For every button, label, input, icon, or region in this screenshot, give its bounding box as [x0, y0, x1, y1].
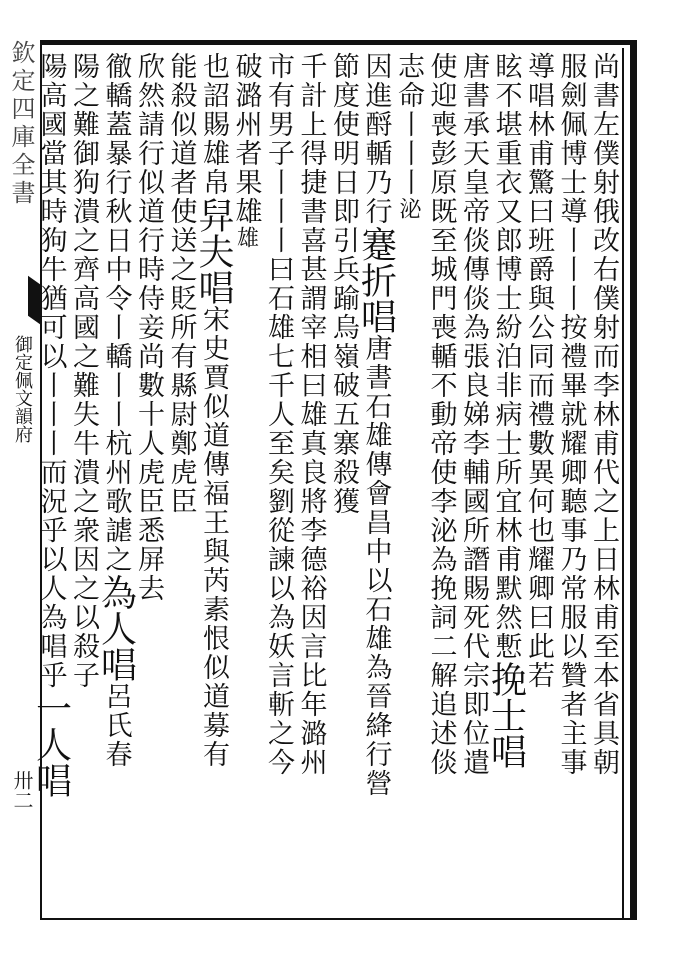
frame-top-border	[40, 40, 636, 45]
text-column-15	[131, 52, 165, 912]
text-column-13	[193, 52, 234, 912]
frame-bottom-border	[40, 918, 637, 920]
annotation-note: 泌	[396, 197, 421, 222]
text-column-4	[485, 52, 527, 912]
text-segment: 也詔賜雄帛	[198, 52, 229, 197]
text-column-6	[424, 52, 458, 912]
text-segment: 使迎喪彭原既至城門喪輴不動帝使李泌為挽詞二解追述倓	[425, 52, 457, 777]
text-segment: 導唱林甫驚曰班爵與公同而禮數異何也耀卿曰此若	[523, 52, 554, 690]
text-segment: 唐書承天皇帝倓傳倓為張良娣李輔國所譖賜死代宗即位遣	[458, 52, 489, 777]
text-segment: 眩不堪重衣又郎博士紛泊非病士所宜林甫默然慙	[490, 52, 522, 661]
text-segment: 宋史賈似道傳福王與芮素恨似道募有	[198, 305, 229, 769]
text-segment: 節度使明日即引兵踰烏嶺破五寨殺獲	[328, 52, 359, 516]
text-segment: 志命丨丨丨	[393, 52, 424, 197]
text-segment: 欣然請行似道行時侍妾尚數十人虎臣悉屏去	[133, 52, 164, 603]
text-segment: 陽之難御狗潰之齊高國之難失牛潰之衆因之以殺子	[68, 52, 99, 690]
text-segment: 陽高國當其時狗牛猶可以丨丨丨而況乎以人為唱乎	[35, 52, 67, 690]
text-segment: 尚書左僕射俄改右僕射而李林甫代之上日林甫至本省具朝	[588, 52, 619, 777]
text-column-10	[294, 52, 328, 912]
text-segment: 呂氏春	[100, 682, 132, 769]
text-segment: 市有男子丨丨丨曰石雄七千人至矣劉從諫以為妖言斬之今	[263, 52, 294, 777]
margin-page-number: 卅二	[10, 770, 34, 810]
text-column-7	[391, 52, 425, 912]
text-column-9	[326, 52, 360, 912]
entry-heading: 為人唱	[95, 574, 137, 682]
text-column-14	[164, 52, 198, 912]
text-segment: 服劍佩博士導丨丨丨按禮畢就耀卿聽事乃常服以贊者主事	[555, 52, 587, 777]
text-column-2	[554, 52, 588, 912]
text-column-8	[355, 52, 397, 912]
annotation-note: 雄	[233, 226, 259, 251]
text-segment: 徹轎蓋暴行秋日中令丨轎丨丨杭州歌謔之	[100, 52, 132, 574]
frame-right-inner-border	[622, 48, 624, 920]
entry-heading: 蹇折唱	[355, 226, 397, 334]
text-column-16	[95, 52, 137, 912]
entry-heading: 一人唱	[30, 690, 72, 798]
text-column-18	[30, 52, 72, 912]
margin-book-title: 欽定四庫全書	[7, 40, 35, 208]
entry-heading: 舁夫唱	[193, 197, 234, 305]
text-column-11	[261, 52, 295, 912]
entry-heading: 挽士唱	[485, 661, 527, 769]
text-column-5	[456, 52, 490, 912]
text-segment: 破潞州者果雄	[230, 52, 262, 226]
text-segment: 因進酹輴乃行	[360, 52, 392, 226]
text-segment: 能殺似道者使送之貶所有縣尉鄭虎臣	[165, 52, 197, 516]
text-column-3	[521, 52, 555, 912]
text-column-1	[586, 52, 620, 912]
frame-right-border	[630, 40, 637, 920]
text-segment: 唐書石雄傳會昌中以石雄為晉絳行營	[360, 334, 392, 798]
text-segment: 千計上得捷書喜甚謂宰相曰雄真良將李德裕因言比年潞州	[295, 52, 327, 777]
margin-source-title: 御定佩文韻府	[12, 335, 33, 443]
text-column-12	[229, 52, 263, 912]
